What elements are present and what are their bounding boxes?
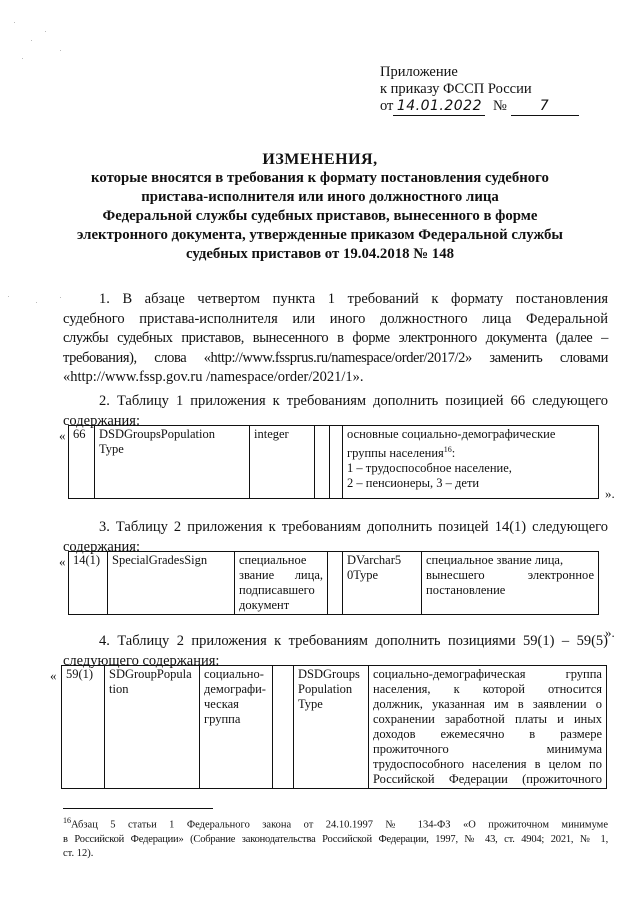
cell-empty [273, 666, 294, 789]
cell-line: SDGroupPopula [109, 667, 192, 681]
cell-line: DSDGroups [298, 667, 360, 681]
cell-line: специальное [239, 553, 307, 567]
title-line: которые вносятся в требования к формату постановления судебного [91, 170, 549, 186]
paragraph-line: «http://www.fssp.gov.ru /namespace/order/2021/1». [63, 369, 364, 385]
cell-line: прожиточного минимума [373, 742, 602, 756]
table-row [69, 552, 599, 615]
cell-line: группа [204, 712, 241, 726]
cell-type: integer [250, 426, 315, 499]
cell-line: группы населения$^{16}$: [347, 445, 456, 461]
cell-line: 0Type [347, 568, 379, 582]
handwritten-date: 14.01.2022 [393, 98, 485, 116]
footnote-separator [63, 808, 213, 809]
cell-type [294, 666, 369, 789]
cell-line: DVarchar5 [347, 553, 402, 567]
paragraph-line: содержания: [63, 538, 141, 555]
paragraph-line: 3. Таблицу 2 приложения к требованиям дополнить позицей 14(1) следующего [99, 519, 608, 535]
header-appendix: Приложение [380, 64, 458, 80]
handwritten-number: 7 [511, 98, 579, 116]
cell-line: ческая [204, 697, 239, 711]
open-quote: « [50, 668, 57, 683]
paragraph-line: требования), слова «http://www.fssprus.ru/namespace/order/2017/2» заменить словами [63, 349, 608, 366]
footnote-line: ст. 12). [63, 847, 94, 859]
cell-line: специальное звание лица, [426, 553, 564, 567]
cell-line: сохранении заработной платы и иных [373, 712, 602, 726]
cell-line: Population [298, 682, 353, 696]
cell-line: основные социально-демографические [347, 427, 556, 441]
paragraph-line: службы судебных приставов, вынесенного в форме электронного документа (далее – [63, 330, 608, 346]
cell-line: подписавшего [239, 583, 315, 597]
document-title [0, 150, 640, 264]
cell-line: трудоспособного населения в целом по [373, 757, 602, 771]
title-heading: ИЗМЕНЕНИЯ, [262, 151, 378, 168]
footnote-ref: 16 [443, 445, 452, 454]
cell-empty [330, 426, 343, 499]
paragraph-1 [63, 290, 608, 388]
cell-number: 59(1) [62, 666, 105, 789]
cell-name [95, 426, 250, 499]
header-order-ref: к приказу ФССП России [380, 81, 532, 97]
cell-line: вынесшего электронное [426, 568, 594, 582]
cell-line: 1 – трудоспособное население, [347, 461, 512, 476]
cell-empty [315, 426, 330, 499]
cell-line: 2 – пенсионеры, 3 – дети [347, 476, 480, 491]
cell-line: DSDGroupsPopulation [99, 427, 215, 441]
cell-type [343, 552, 422, 615]
footnote-line: в Российской Федерации» (Собрание законодательства Российской Федерации, 1997, № 43, ст. 4904; 2021, № 1, [63, 833, 608, 845]
cell-label [235, 552, 328, 615]
cell-line: Type [298, 697, 323, 711]
paragraph-line: 4. Таблицу 2 приложения к требованиям дополнить позициями 59(1) – 59(5) [99, 633, 608, 649]
table-1 [68, 425, 599, 499]
paragraph-line: содержания: [63, 412, 141, 429]
cell-line: документ [239, 598, 290, 612]
title-line: Федеральной службы судебных приставов, вынесенного в форме [102, 208, 538, 224]
paragraph-line: 1. В абзаце четвертом пункта 1 требований к формату постановления [99, 291, 608, 307]
footnote-number: 16 [63, 816, 71, 825]
table-2 [68, 551, 599, 615]
cell-line: должник, указанная им в заявлении о [373, 697, 602, 711]
cell-line: постановление [426, 583, 506, 597]
table-3 [61, 665, 607, 789]
table-row [62, 666, 607, 789]
paragraph-line: судебного пристава-исполнителя или иного должностного лица Федеральной [63, 310, 608, 327]
cell-line: доходов ежемесячно в размере [373, 727, 602, 741]
cell-description [422, 552, 599, 615]
title-line: пристава-исполнителя или иного должностного лица [141, 189, 499, 205]
cell-name: SpecialGradesSign [108, 552, 235, 615]
cell-line: демографи- [204, 682, 266, 696]
date-prefix: от [380, 98, 394, 114]
close-quote: ». [605, 625, 615, 640]
cell-label [200, 666, 273, 789]
cell-description [343, 426, 599, 499]
cell-line: Российской Федерации (прожиточного [373, 772, 602, 786]
cell-number: 14(1) [69, 552, 108, 615]
cell-line: населения, к которой относится [373, 682, 602, 696]
table-row [69, 426, 599, 499]
paragraph-line: следующего содержания: [63, 652, 220, 669]
footnote [63, 814, 608, 861]
number-prefix: № [493, 98, 507, 114]
paragraph-line: 2. Таблицу 1 приложения к требованиям дополнить позицией 66 следующего [99, 393, 608, 409]
cell-line: звание лица, [239, 568, 323, 582]
cell-line: социально-демографическая группа [373, 667, 602, 681]
close-quote: ». [605, 486, 615, 501]
cell-name [105, 666, 200, 789]
open-quote: « [59, 554, 66, 569]
cell-empty [328, 552, 343, 615]
cell-line: социально- [204, 667, 264, 681]
cell-line: Type [99, 442, 124, 456]
open-quote: « [59, 428, 66, 443]
title-line: электронного документа, утвержденные приказом Федеральной службы [77, 227, 563, 243]
title-line: судебных приставов от 19.04.2018 № 148 [186, 246, 454, 262]
footnote-line: $^{16}$Абзац 5 статьи 1 Федерального закона от 24.10.1997 № 134-ФЗ «О прожиточном минимуме [63, 816, 608, 831]
cell-line: tion [109, 682, 129, 696]
cell-number: 66 [69, 426, 95, 499]
cell-description [369, 666, 607, 789]
header-date-line [380, 98, 580, 116]
